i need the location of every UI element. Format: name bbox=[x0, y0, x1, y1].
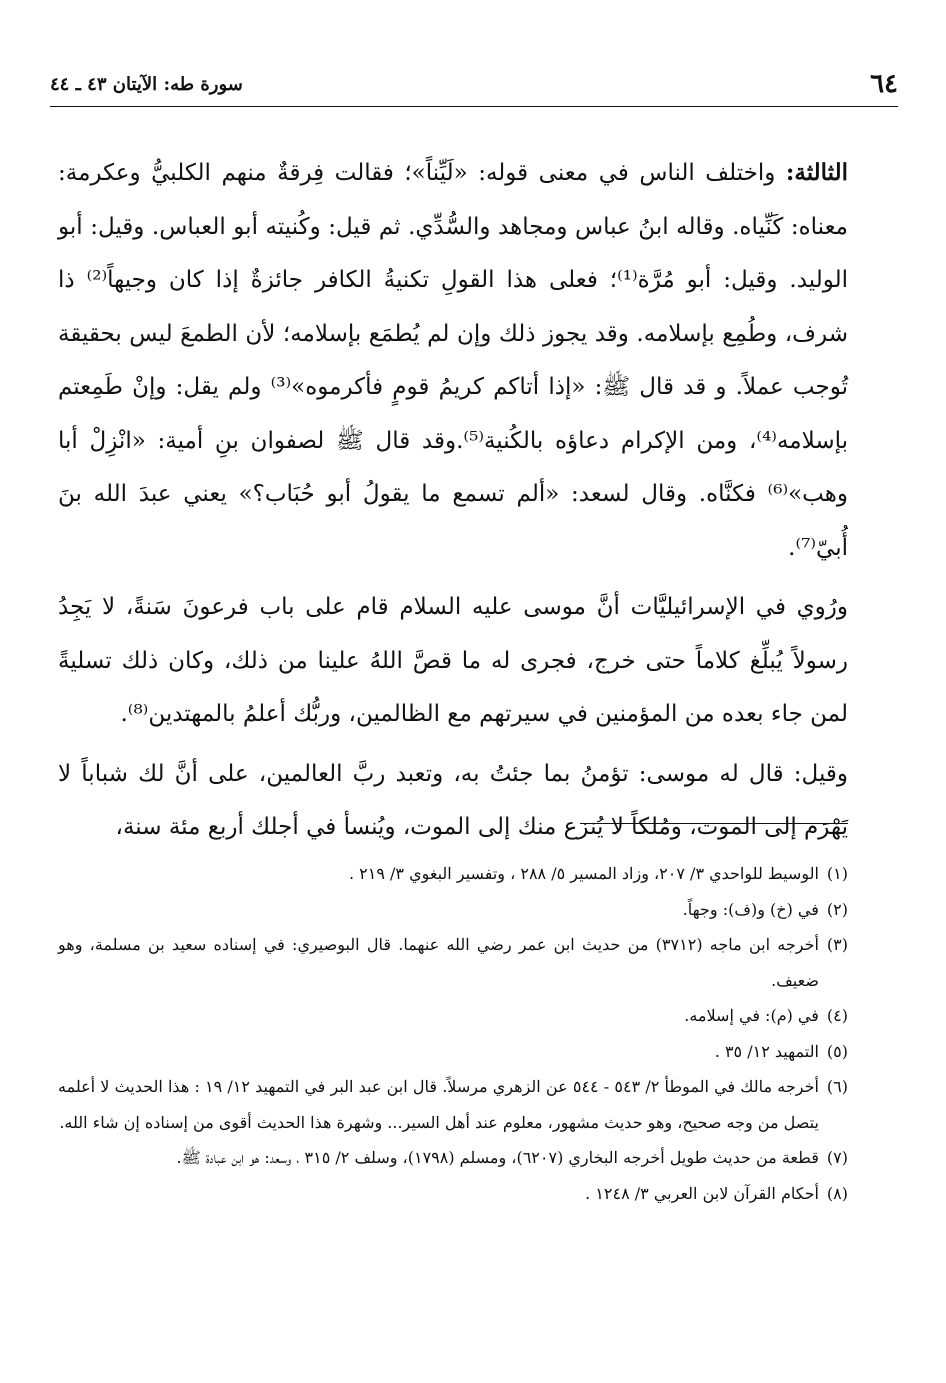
footnote-text: قطعة من حديث طويل أخرجه البخاري (٦٢٠٧)، ومسلم (١٧٩٨)، وسلف ٢/ ٣١٥ ، وسعد: هو ابن عبادة ﷺ. bbox=[176, 1148, 819, 1167]
footnote-item bbox=[58, 1176, 848, 1212]
footnote-number: (٢) bbox=[826, 899, 848, 919]
paragraph-3: وقيل: قال له موسى: تؤمنُ بما جئتُ به، وتعبد ربَّ العالمين، على أنَّ لك شباباً لا يَهْرَم إلى الموت، ومُلكاً لا يُنزع منك إلى الموت، ويُنسأ في أجلك أربع مئة سنة، bbox=[58, 760, 848, 840]
footnote-number: (١) bbox=[826, 864, 848, 883]
footnote-text: في (م): في إسلامه. bbox=[684, 1006, 819, 1025]
header-divider bbox=[50, 106, 898, 107]
footnote-item bbox=[58, 892, 848, 928]
footnote-text: أخرجه ابن ماجه (٣٧١٢) من حديث ابن عمر رضي الله عنهما. قال البوصيري: في إسناده سعيد بن مسلمة، وهو ضعيف. bbox=[58, 935, 819, 990]
footnote-item bbox=[58, 856, 848, 892]
paragraph-text: واختلف الناس في معنى قوله: «لَيِّناً»؛ فقالت فِرقةٌ منهم الكلبيُّ وعكرمة: معناه: كَنِّياه. وقاله ابنُ عباس ومجاهد والسُّدِّي. ثم قيل: وكُنيته أبو العباس. وقيل: أبو الوليد. وقيل: أبو مُرَّة⁽¹⁾؛ فعلى هذا القولِ تكنيةُ الكافر جائزةٌ إذا كان وجيهاً⁽²⁾ ذا شرف، وطُمِع بإسلامه. وقد يجوز ذلك وإن لم يُطمَع بإسلامه؛ لأن الطمعَ ليس بحقيقة تُوجب عملاً. و قد قال ﷺ: «إذا أتاكم كريمُ قومٍ فأكرموه»⁽³⁾ ولم يقل: وإنْ طَمِعتم بإسلامه⁽⁴⁾، ومن الإكرام دعاؤه بالكُنية⁽⁵⁾.وقد قال ﷺ لصفوان بنِ أمية: «انْزِلْ أبا وهب»⁽⁶⁾ فكنَّاه. وقال لسعد: «ألم تسمع ما يقولُ أبو حُبَاب؟» يعني عبدَ الله بنَ أُبيّ⁽⁷⁾. bbox=[58, 160, 849, 561]
footnote-text: الوسيط للواحدي ٣/ ٢٠٧، وزاد المسير ٥/ ٢٨٨ ، وتفسير البغوي ٣/ ٢١٩ . bbox=[348, 864, 819, 883]
footnote-item bbox=[58, 1140, 848, 1176]
page-number: ٦٤ bbox=[870, 69, 898, 99]
paragraph-lead: الثالثة: bbox=[785, 159, 848, 186]
footnote-text: أحكام القرآن لابن العربي ٣/ ١٢٤٨ . bbox=[585, 1183, 819, 1203]
footnote-text: في (خ) و(ف): وجهاً. bbox=[682, 899, 819, 919]
footnote-divider bbox=[580, 823, 848, 824]
footnote-item bbox=[58, 1034, 848, 1070]
footnote-text: أخرجه مالك في الموطأ ٢/ ٥٤٣ - ٥٤٤ عن الزهري مرسلاً. قال ابن عبد البر في التمهيد ١٢/ ١٩ : هذا الحديث لا أعلمه يتصل من وجه صحيح، وهو حديث مشهور، معلوم عند أهل السير... وشهرة هذا الحديث أقوى من إسناده إن شاء الله. bbox=[58, 1077, 819, 1132]
footnote-number: (٦) bbox=[826, 1077, 848, 1096]
footnote-number: (٥) bbox=[826, 1041, 848, 1061]
footnote-number: (٨) bbox=[826, 1183, 848, 1203]
footnotes bbox=[58, 856, 848, 1211]
running-title: سورة طه: الآيتان ٤٣ ـ ٤٤ bbox=[50, 73, 243, 95]
footnote-item bbox=[58, 927, 848, 998]
paragraph-2: ورُوي في الإسرائيليَّات أنَّ موسى عليه السلام قام على باب فرعونَ سَنةً، لا يَجِدُ رسولاً يُبلِّغ كلاماً حتى خرج، فجرى له ما قصَّ اللهُ علينا من ذلك، وكان ذلك تسليةً لمن جاء بعده من المؤمنين في سيرتهم مع الظالمين، وربُّك أعلمُ بالمهتدين⁽⁸⁾. bbox=[58, 594, 848, 727]
footnote-text: التمهيد ١٢/ ٣٥ . bbox=[714, 1041, 819, 1061]
paragraph-1 bbox=[58, 146, 848, 575]
page-header bbox=[50, 66, 898, 102]
footnote-item bbox=[58, 1069, 848, 1140]
main-text bbox=[58, 146, 848, 855]
footnote-item bbox=[58, 998, 848, 1034]
footnote-number: (٧) bbox=[826, 1148, 848, 1167]
footnote-number: (٣) bbox=[826, 935, 848, 954]
footnote-number: (٤) bbox=[826, 1006, 848, 1025]
